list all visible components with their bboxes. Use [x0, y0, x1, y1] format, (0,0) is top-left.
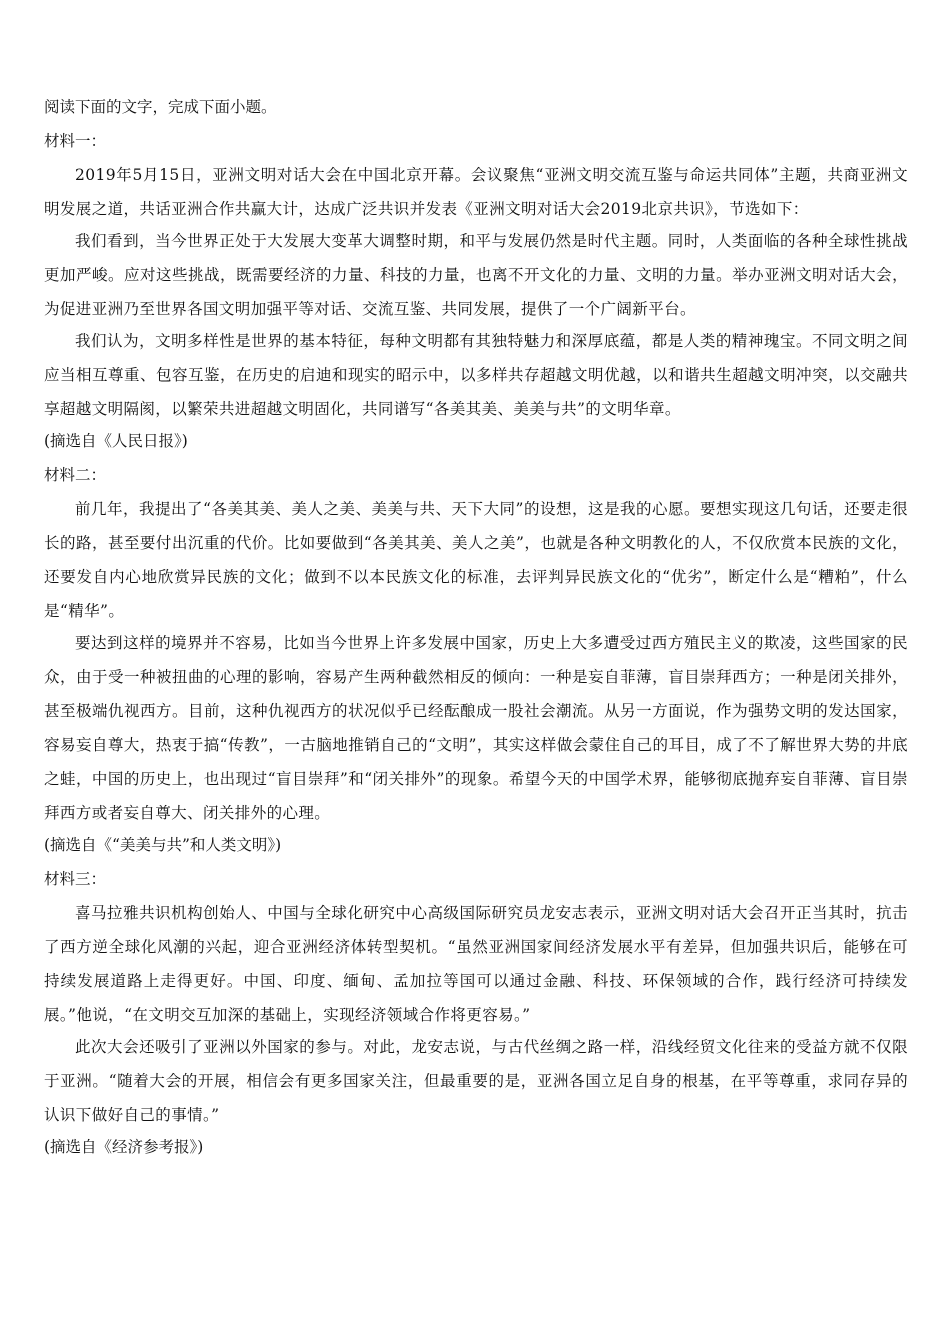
material-two: [44, 464, 908, 856]
material-one-paragraph-3: 我们认为，文明多样性是世界的基本特征，每种文明都有其独特魅力和深厚底蕴，都是人类的精神瑰宝。不同文明之间应当相互尊重、包容互鉴，在历史的启迪和现实的昭示中，以多样共存超越文明优越，以和谐共生超越文明冲突，以交融共享超越文明隔阂，以繁荣共进超越文明固化，共同谱写“各美其美、美美与共”的文明华章。: [44, 332, 908, 418]
material-three-source: (摘选自《经济参考报》): [44, 1138, 204, 1156]
document-page: [44, 96, 908, 1170]
material-three-paragraph-2: 此次大会还吸引了亚洲以外国家的参与。对此，龙安志说，与古代丝绸之路一样，沿线经贸文化往来的受益方就不仅限于亚洲。“随着大会的开展，相信会有更多国家关注，但最重要的是，亚洲各国立足自身的根基，在平等尊重，求同存异的认识下做好自己的事情。”: [44, 1038, 908, 1124]
material-two-paragraph-2: 要达到这样的境界并不容易，比如当今世界上许多发展中国家，历史上大多遭受过西方殖民主义的欺凌，这些国家的民众，由于受一种被扭曲的心理的影响，容易产生两种截然相反的倾向：一种是妄自菲薄，盲目崇拜西方；一种是闭关排外，甚至极端仇视西方。目前，这种仇视西方的状况似乎已经酝酿成一股社会潮流。从另一方面说，作为强势文明的发达国家，容易妄自尊大，热衷于搞“传教”，一古脑地推销自己的“文明”，其实这样做会蒙住自己的耳目，成了不了解世界大势的井底之蛙，中国的历史上，也出现过“盲目崇拜”和“闭关排外”的现象。希望今天的中国学术界，能够彻底抛弃妄自菲薄、盲目崇拜西方或者妄自尊大、闭关排外的心理。: [44, 634, 908, 822]
material-one-paragraph-1: 2019年5月15日，亚洲文明对话大会在中国北京开幕。会议聚焦“亚洲文明交流互鉴与命运共同体”主题，共商亚洲文明发展之道，共话亚洲合作共赢大计，达成广泛共识并发表《亚洲文明对话大会2019北京共识》，节选如下：: [44, 166, 908, 218]
material-one-source: (摘选自《人民日报》): [44, 432, 188, 450]
material-two-source: (摘选自《“美美与共”和人类文明》): [44, 836, 282, 854]
material-three-heading: 材料三：: [44, 870, 107, 888]
material-one-heading: 材料一：: [44, 132, 107, 150]
material-two-heading: 材料二：: [44, 466, 107, 484]
material-two-paragraph-1: 前几年，我提出了“各美其美、美人之美、美美与共、天下大同”的设想，这是我的心愿。要想实现这几句话，还要走很长的路，甚至要付出沉重的代价。比如要做到“各美其美、美人之美”，也就是各种文明教化的人，不仅欣赏本民族的文化，还要发自内心地欣赏异民族的文化；做到不以本民族文化的标准，去评判异民族文化的“优劣”，断定什么是“糟粕”，什么是“精华”。: [44, 500, 908, 620]
material-three-paragraph-1: 喜马拉雅共识机构创始人、中国与全球化研究中心高级国际研究员龙安志表示，亚洲文明对话大会召开正当其时，抗击了西方逆全球化风潮的兴起，迎合亚洲经济体转型契机。“虽然亚洲国家间经济发展水平有差异，但加强共识后，能够在可持续发展道路上走得更好。中国、印度、缅甸、孟加拉等国可以通过金融、科技、环保领域的合作，践行经济可持续发展。”他说，“在文明交互加深的基础上，实现经济领域合作将更容易。”: [44, 904, 908, 1024]
material-one-paragraph-2: 我们看到，当今世界正处于大发展大变革大调整时期，和平与发展仍然是时代主题。同时，人类面临的各种全球性挑战更加严峻。应对这些挑战，既需要经济的力量、科技的力量，也离不开文化的力量、文明的力量。举办亚洲文明对话大会，为促进亚洲乃至世界各国文明加强平等对话、交流互鉴、共同发展，提供了一个广阔新平台。: [44, 232, 908, 318]
material-three: [44, 868, 908, 1158]
material-one: [44, 130, 908, 452]
instruction: 阅读下面的文字，完成下面小题。: [44, 98, 277, 116]
